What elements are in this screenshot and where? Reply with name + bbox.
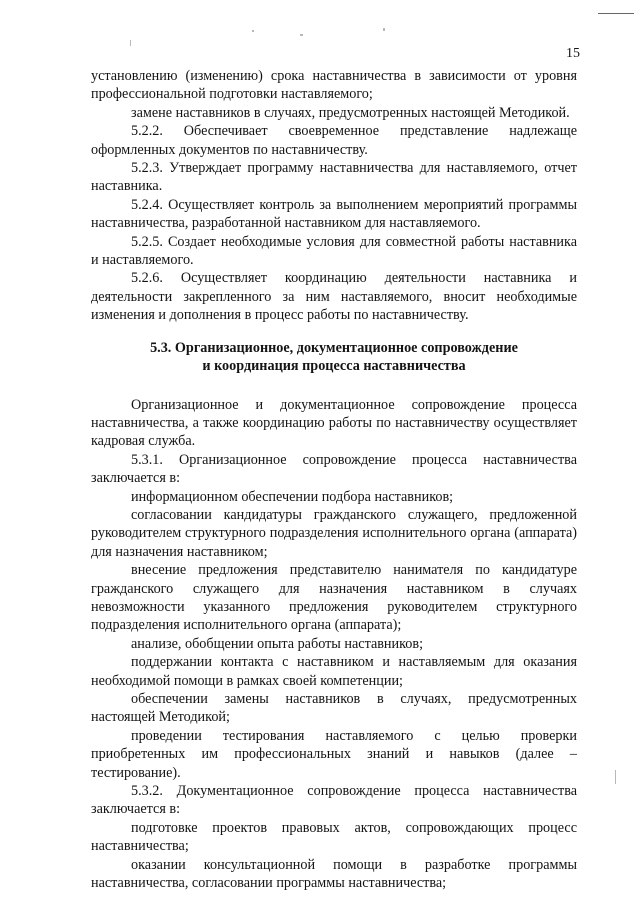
paragraph: поддержании контакта с наставником и наставляемым для оказания необходимой помощи в рамках своей компетенции; — [91, 654, 577, 689]
paragraph: анализе, обобщении опыта работы наставников; — [131, 635, 424, 652]
paragraph: подготовке проектов правовых актов, сопровождающих процесс наставничества; — [91, 819, 577, 855]
paragraph: проведении тестирования наставляемого с целью проверки приобретенных им профессиональных знаний и навыков (далее – тестирование). — [91, 727, 577, 781]
paragraph: внесение предложения представителю нанимателя по кандидатуре гражданского служащего для назначения наставником в случаях невозможности указанного предложения руководителем структурного подразделения исполнительного органа (аппарата); — [91, 562, 577, 634]
section-heading — [91, 339, 577, 376]
paragraph: установлению (изменению) срока наставничества в зависимости от уровня профессиональной подготовки наставляемого; — [91, 68, 577, 103]
scan-speck — [383, 28, 385, 31]
scan-speck — [300, 34, 303, 36]
scan-speck — [130, 40, 131, 46]
document-body — [91, 67, 577, 892]
paragraph: 5.3.1. Организационное сопровождение процесса наставничества заключается в: — [91, 451, 577, 487]
paragraph: 5.2.2. Обеспечивает своевременное представление надлежаще оформленных документов по наставничеству. — [91, 123, 577, 158]
paragraph: 5.2.6. Осуществляет координацию деятельности наставника и деятельности закрепленного за ним наставляемого, вносит необходимые изменения и дополнения в процесс работы по наставничеству. — [91, 270, 577, 324]
paragraph: оказании консультационной помощи в разработке программы наставничества, согласовании программы наставничества; — [91, 856, 577, 892]
section-heading-line: 5.3. Организационное, документационное сопровождение — [150, 339, 518, 356]
paragraph: замене наставников в случаях, предусмотренных настоящей Методикой. — [131, 104, 570, 121]
section-heading-line: и координация процесса наставничества — [202, 358, 466, 375]
corner-rule — [598, 13, 634, 14]
page-number: 15 — [566, 46, 580, 61]
paragraph: информационном обеспечении подбора наставников; — [131, 488, 454, 505]
scan-speck — [252, 30, 254, 32]
paragraph: 5.2.5. Создает необходимые условия для совместной работы наставника и наставляемого. — [91, 233, 577, 269]
paragraph: 5.3.2. Документационное сопровождение процесса наставничества заключается в: — [91, 783, 577, 818]
paragraph: Организационное и документационное сопровождение процесса наставничества, а также координацию работы по наставничеству осуществляет кадровая служба. — [91, 396, 577, 450]
paragraph: обеспечении замены наставников в случаях, предусмотренных настоящей Методикой; — [91, 691, 577, 726]
paragraph: 5.2.3. Утверждает программу наставничества для наставляемого, отчет наставника. — [91, 160, 577, 195]
paragraph: согласовании кандидатуры гражданского служащего, предложенной руководителем структурного подразделения исполнительного органа (аппарата) для назначения наставником; — [91, 506, 577, 560]
paragraph: 5.2.4. Осуществляет контроль за выполнением мероприятий программы наставничества, разработанной наставником для наставляемого. — [91, 196, 577, 232]
scan-speck — [615, 770, 616, 784]
